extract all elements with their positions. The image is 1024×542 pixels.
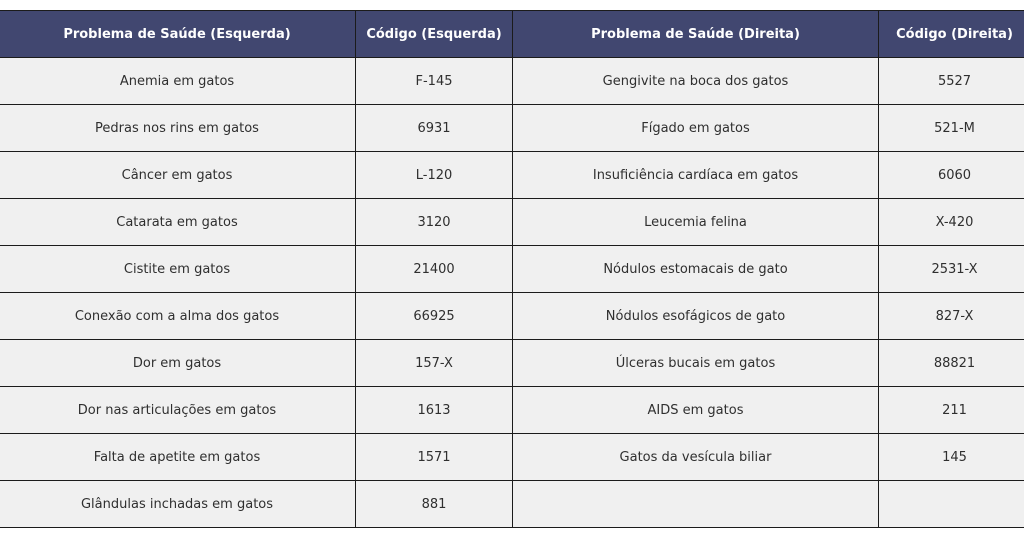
health-codes-table-container [0,10,1024,528]
code-right-cell: 2531-X [879,246,1024,293]
problem-left-cell: Catarata em gatos [0,199,356,246]
header-row [0,11,1024,58]
code-right-cell: 88821 [879,340,1024,387]
table-row [0,105,1024,152]
code-right-cell: 5527 [879,58,1024,105]
problem-left-cell: Dor nas articulações em gatos [0,387,356,434]
problem-right-cell: Úlceras bucais em gatos [513,340,879,387]
code-right-cell: 211 [879,387,1024,434]
table-header [0,11,1024,58]
header-problem-left: Problema de Saúde (Esquerda) [0,11,356,58]
code-right-cell: 6060 [879,152,1024,199]
table-row [0,293,1024,340]
code-right-cell: 827-X [879,293,1024,340]
table-row [0,58,1024,105]
problem-right-cell: Leucemia felina [513,199,879,246]
problem-left-cell: Falta de apetite em gatos [0,434,356,481]
problem-right-cell: Gatos da vesícula biliar [513,434,879,481]
problem-right-cell: Gengivite na boca dos gatos [513,58,879,105]
header-code-right: Código (Direita) [879,11,1024,58]
code-right-cell [879,481,1024,528]
table-row [0,246,1024,293]
problem-left-cell: Conexão com a alma dos gatos [0,293,356,340]
problem-left-cell: Pedras nos rins em gatos [0,105,356,152]
code-left-cell: F-145 [356,58,513,105]
problem-right-cell: Fígado em gatos [513,105,879,152]
problem-left-cell: Câncer em gatos [0,152,356,199]
problem-right-cell [513,481,879,528]
code-right-cell: X-420 [879,199,1024,246]
problem-right-cell: AIDS em gatos [513,387,879,434]
code-left-cell: 157-X [356,340,513,387]
problem-left-cell: Glândulas inchadas em gatos [0,481,356,528]
code-left-cell: 1571 [356,434,513,481]
code-left-cell: 6931 [356,105,513,152]
code-right-cell: 521-M [879,105,1024,152]
code-left-cell: 21400 [356,246,513,293]
code-left-cell: 3120 [356,199,513,246]
code-left-cell: 66925 [356,293,513,340]
table-row [0,340,1024,387]
code-left-cell: 881 [356,481,513,528]
table-row [0,387,1024,434]
header-code-left: Código (Esquerda) [356,11,513,58]
code-left-cell: L-120 [356,152,513,199]
code-right-cell: 145 [879,434,1024,481]
health-codes-table [0,10,1024,528]
problem-right-cell: Nódulos esofágicos de gato [513,293,879,340]
table-body [0,58,1024,528]
problem-left-cell: Anemia em gatos [0,58,356,105]
code-left-cell: 1613 [356,387,513,434]
problem-left-cell: Dor em gatos [0,340,356,387]
table-row [0,152,1024,199]
table-row [0,434,1024,481]
table-row [0,481,1024,528]
problem-left-cell: Cistite em gatos [0,246,356,293]
problem-right-cell: Nódulos estomacais de gato [513,246,879,293]
table-row [0,199,1024,246]
problem-right-cell: Insuficiência cardíaca em gatos [513,152,879,199]
header-problem-right: Problema de Saúde (Direita) [513,11,879,58]
